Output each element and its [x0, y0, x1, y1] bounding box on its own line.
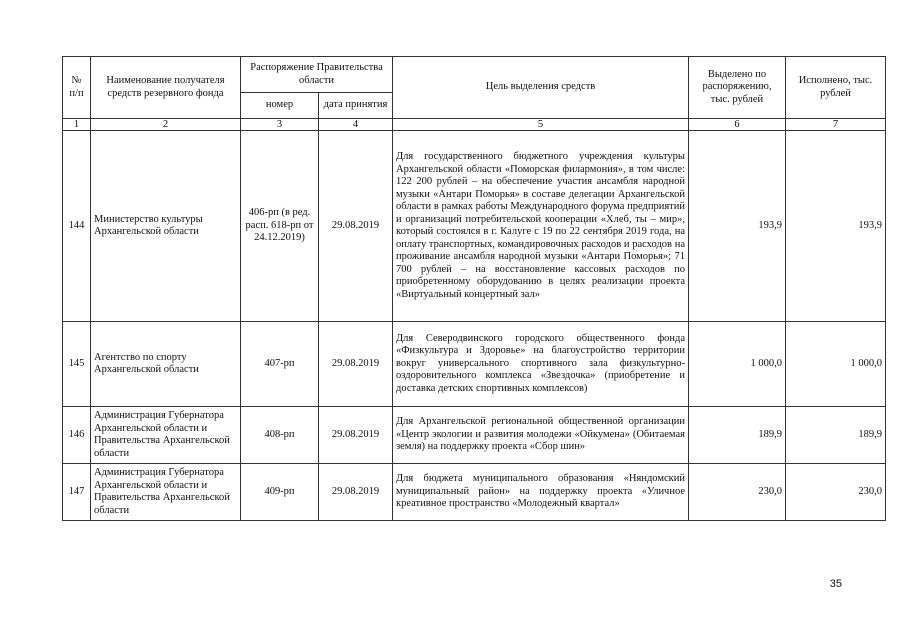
- header-allocated: Выделено по распоряжению, тыс. рублей: [689, 57, 786, 119]
- table-row: [63, 407, 886, 464]
- row-order-number: 406-рп (в ред. расп. 618-рп от 24.12.2019): [241, 131, 319, 322]
- row-executed: 230,0: [786, 464, 886, 521]
- row-order-date: 29.08.2019: [319, 322, 393, 407]
- header-order-number: номер: [241, 93, 319, 119]
- table-row: [63, 464, 886, 521]
- row-recipient: Администрация Губернатора Архангельской области и Правительства Архангельской области: [91, 407, 241, 464]
- header-num: № п/п: [63, 57, 91, 119]
- row-executed: 1 000,0: [786, 322, 886, 407]
- row-allocated: 230,0: [689, 464, 786, 521]
- row-purpose: Для государственного бюджетного учреждения культуры Архангельской области «Поморская филармония», в том числе: 122 200 рублей – на обеспечение участия ансамбля народной музыки «Антари Поморья» в составе делегации Архангельской области в рамках работы Международного форума предприятий и организаций потребительской кооперации «Хлеб, ты – мир», который состоялся в г. Калуге с 19 по 22 сентября 2019 года, на оплату транспортных, командировочных расходов и расходов на проживание ансамбля народной музыки «Антари Поморья»; 71 700 рублей – на восстановление кассовых расходов по приобретенному оборудованию в целях реализации проекта «Виртуальный концертный зал»: [393, 131, 689, 322]
- column-number: 7: [786, 119, 886, 131]
- row-num: 147: [63, 464, 91, 521]
- row-order-date: 29.08.2019: [319, 131, 393, 322]
- row-allocated: 1 000,0: [689, 322, 786, 407]
- column-number: 2: [91, 119, 241, 131]
- row-order-number: 407-рп: [241, 322, 319, 407]
- row-num: 146: [63, 407, 91, 464]
- page-number: 35: [829, 578, 842, 590]
- row-purpose: Для бюджета муниципального образования «Няндомский муниципальный район» на поддержку проекта «Уличное креативное пространство «Молодежный квартал»: [393, 464, 689, 521]
- row-allocated: 193,9: [689, 131, 786, 322]
- row-num: 145: [63, 322, 91, 407]
- row-purpose: Для Северодвинского городского общественного фонда «Физкультура и Здоровье» на благоустройство территории вокруг универсального спортивного зала физкультурно-оздоровительного комплекса «Звездочка» (приобретение и доставка детских спортивных комплексов): [393, 322, 689, 407]
- row-order-number: 409-рп: [241, 464, 319, 521]
- row-order-date: 29.08.2019: [319, 407, 393, 464]
- row-purpose: Для Архангельской региональной общественной организации «Центр экологии и развития молодежи «Ойкумена» (Обитаемая земля) на поддержку проекта «Сбор шин»: [393, 407, 689, 464]
- column-number: 4: [319, 119, 393, 131]
- row-order-date: 29.08.2019: [319, 464, 393, 521]
- column-number: 1: [63, 119, 91, 131]
- header-order-date: дата принятия: [319, 93, 393, 119]
- row-recipient: Министерство культуры Архангельской области: [91, 131, 241, 322]
- row-executed: 189,9: [786, 407, 886, 464]
- table-row: [63, 322, 886, 407]
- row-order-number: 408-рп: [241, 407, 319, 464]
- column-number: 5: [393, 119, 689, 131]
- reserve-fund-table: [62, 56, 886, 521]
- column-number: 3: [241, 119, 319, 131]
- row-recipient: Агентство по спорту Архангельской области: [91, 322, 241, 407]
- row-allocated: 189,9: [689, 407, 786, 464]
- header-recipient: Наименование получателя средств резервного фонда: [91, 57, 241, 119]
- column-number: 6: [689, 119, 786, 131]
- row-num: 144: [63, 131, 91, 322]
- table-row: [63, 131, 886, 322]
- row-recipient: Администрация Губернатора Архангельской области и Правительства Архангельской области: [91, 464, 241, 521]
- header-executed: Исполнено, тыс. рублей: [786, 57, 886, 119]
- row-executed: 193,9: [786, 131, 886, 322]
- header-order: Распоряжение Правительства области: [241, 57, 393, 93]
- header-purpose: Цель выделения средств: [393, 57, 689, 119]
